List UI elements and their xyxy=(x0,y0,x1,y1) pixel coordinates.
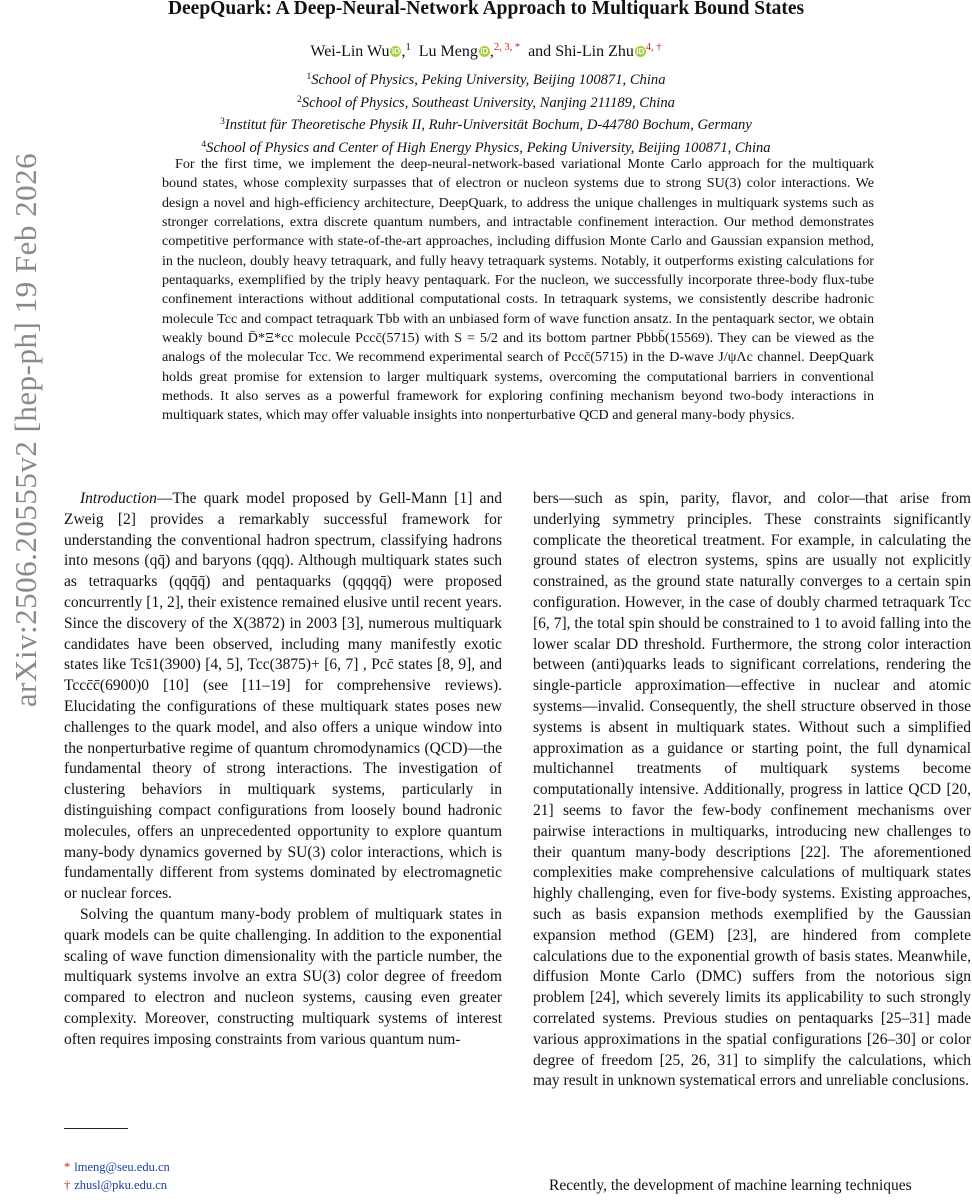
author-affil: 2, 3, * xyxy=(493,42,521,53)
author-affil: 1 xyxy=(405,42,411,53)
footnote: * lmeng@seu.edu.cn xyxy=(64,1160,170,1174)
email-link[interactable]: lmeng@seu.edu.cn xyxy=(74,1160,170,1174)
author-name[interactable]: Shi-Lin Zhu xyxy=(555,43,634,60)
footnote-rule xyxy=(64,1128,128,1129)
body-paragraph: Solving the quantum many-body problem of multiquark states in quark models can be quite challenging. In addition to the exponential scaling of wave function dimensionality with the particle number, the multiquark systems involve an extra SU(3) color degree of freedom compared to electron and nucleon systems, causing even greater complexity. Moreover, constructing multiquark systems of interest often requires imposing constraints from various quantum num- xyxy=(64,905,502,1048)
affiliation-list xyxy=(0,68,972,158)
orcid-icon[interactable]: iD xyxy=(636,47,645,56)
affiliation: $^1$School of Physics, Peking University, Beijing 100871, China xyxy=(306,72,666,88)
author-affil: 4, † xyxy=(645,42,662,53)
email-link[interactable]: zhusl@pku.edu.cn xyxy=(74,1178,167,1192)
footnote: † zhusl@pku.edu.cn xyxy=(64,1178,167,1192)
affiliation: $^2$School of Physics, Southeast University, Nanjing 211189, China xyxy=(297,94,675,111)
arxiv-identifier: arXiv:2506.20555v2 [hep-ph] 19 Feb 2026 xyxy=(8,152,43,708)
author-name[interactable]: Wei-Lin Wu xyxy=(310,43,390,60)
affiliation: $^3$Institut für Theoretische Physik II, Ruhr-Universität Bochum, D-44780 Bochum, Germany xyxy=(220,117,752,134)
paper-title: DeepQuark: A Deep-Neural-Network Approach to Multiquark Bound States xyxy=(167,0,805,19)
orcid-icon[interactable]: iD xyxy=(391,47,400,56)
left-column xyxy=(64,489,502,1051)
arxiv-sidebar xyxy=(4,152,48,708)
body-paragraph-start: Recently, the development of machine learning techniques xyxy=(549,1177,912,1194)
right-column xyxy=(533,489,971,1092)
author-list: Wei-Lin Wu iD,$^1$ Lu Meng iD,$^{2, 3, *}$ and Shi-Lin Zhu iD $^{4, \dagger}$ xyxy=(310,42,662,60)
affiliation: $^4$School of Physics and Center of High Energy Physics, Peking University, Beijing 100871, China xyxy=(201,139,771,156)
body-paragraph: Introduction—The quark model proposed by Gell-Mann [1] and Zweig [2] provides a remarkably successful framework for understanding the conventional hadron spectrum, classifying hadrons into mesons (qq̄) and baryons (qqq). Although multiquark states such as tetraquarks (qqq̄q̄) and pentaquarks (qqqqq̄) were proposed concurrently [1, 2], their existence remained elusive until recent years. Since the discovery of the X(3872) in 2003 [3], numerous multiquark candidates have been observed, including many manifestly exotic states like Tcs̄1(3900) [4, 5], Tcc(3875)+ [6, 7] , Pcc̄ states [8, 9], and Tccc̄c̄(6900)0 [10] (see [11–19] for comprehensive reviews). Elucidating the configurations of these multiquark states poses new challenges to the quark model, and also offers a unique window into the nonperturbative regime of quantum chromodynamics (QCD)—the fundamental theory of strong interactions. The investigation of clustering behaviors in multiquark systems, particularly in distinguishing compact configurations from loosely bound hadronic molecules, offers an unprecedented opportunity to explore quantum many-body dynamics governed by SU(3) color interactions, which is fundamentally different from systems dominated by electromagnetic or nuclear forces. xyxy=(64,490,502,903)
section-heading: Introduction xyxy=(80,490,157,507)
body-paragraph: bers—such as spin, parity, flavor, and color—that arise from underlying symmetry principles. These constraints significantly complicate the theoretical treatment. For example, in calculating the ground states of electron systems, spins are usually not explicitly constrained, as the ground state naturally converges to a certain spin configuration. However, in the case of doubly charmed tetraquark Tcc [6, 7], the total spin should be constrained to 1 to avoid falling into the lower scalar DD threshold. Furthermore, the strong color interaction between (anti)quarks leads to significant correlations, rendering the single-particle approximation—effective in nuclear and atomic systems—invalid. Consequently, the shell structure observed in those systems is absent in multiquark states. Without such a simplified approximation as a guidance or starting point, the full dynamical multichannel treatments of multiquark systems become computationally intensive. Additionally, progress in lattice QCD [20, 21] seems to favor the few-body confinement mechanisms over pairwise interactions in multiquarks, introducing new challenges to their quantum many-body descriptions [22]. The aforementioned complexities make comprehensive calculations of multiquark states highly challenging, even for five-body systems. Existing approaches, such as basis expansion methods exemplified by the Gaussian expansion method (GEM) [23], are hindered from complete calculations due to the exponential growth of basis states. Meanwhile, diffusion Monte Carlo (DMC) suffers from the notorious sign problem [24], which severely limits its applicability to such strongly correlated systems. Previous studies on pentaquarks [25–31] made various approximations in the spatial configurations [26–30] or color degree of freedom [25, 26, 31] to simplify the calculations, which may result in unknown systematical errors and unreliable conclusions. xyxy=(533,490,971,1090)
orcid-icon[interactable]: iD xyxy=(480,47,489,56)
abstract: For the first time, we implement the deep-neural-network-based variational Monte Carlo approach for the multiquark bound states, whose complexity surpasses that of electron or nucleon systems due to strong SU(3) color interactions. We design a novel and high-efficiency architecture, DeepQuark, to address the unique challenges in multiquark systems such as stronger correlations, extra discrete quantum numbers, and intractable confinement interaction. Our method demonstrates competitive performance with state-of-the-art approaches, including diffusion Monte Carlo and Gaussian expansion method, in the nucleon, doubly heavy tetraquark, and fully heavy tetraquark systems. Notably, it outperforms existing calculations for pentaquarks, exemplified by the triply heavy pentaquark. For the nucleon, we successfully incorporate three-body flux-tube confinement interactions without additional computational costs. In tetraquark systems, we consistently describe hadronic molecule Tcc and compact tetraquark Tbb with an unbiased form of wave function ansatz. In the pentaquark sector, we obtain weakly bound D̄*Ξ*cc molecule Pccc̄(5715) with S = 5/2 and its bottom partner Pbbb̄(15569). They can be viewed as the analogs of the molecular Tcc. We recommend experimental search of Pccc̄(5715) in the D-wave J/ψΛc channel. DeepQuark holds great promise for extension to larger multiquark systems, overcoming the computational barriers in conventional methods. It also serves as a powerful framework for exploring confining mechanism beyond two-body interactions in multiquark states, which may offer valuable insights into nonperturbative QCD and general many-body physics. xyxy=(162,156,874,424)
author-name[interactable]: Lu Meng xyxy=(418,43,478,60)
